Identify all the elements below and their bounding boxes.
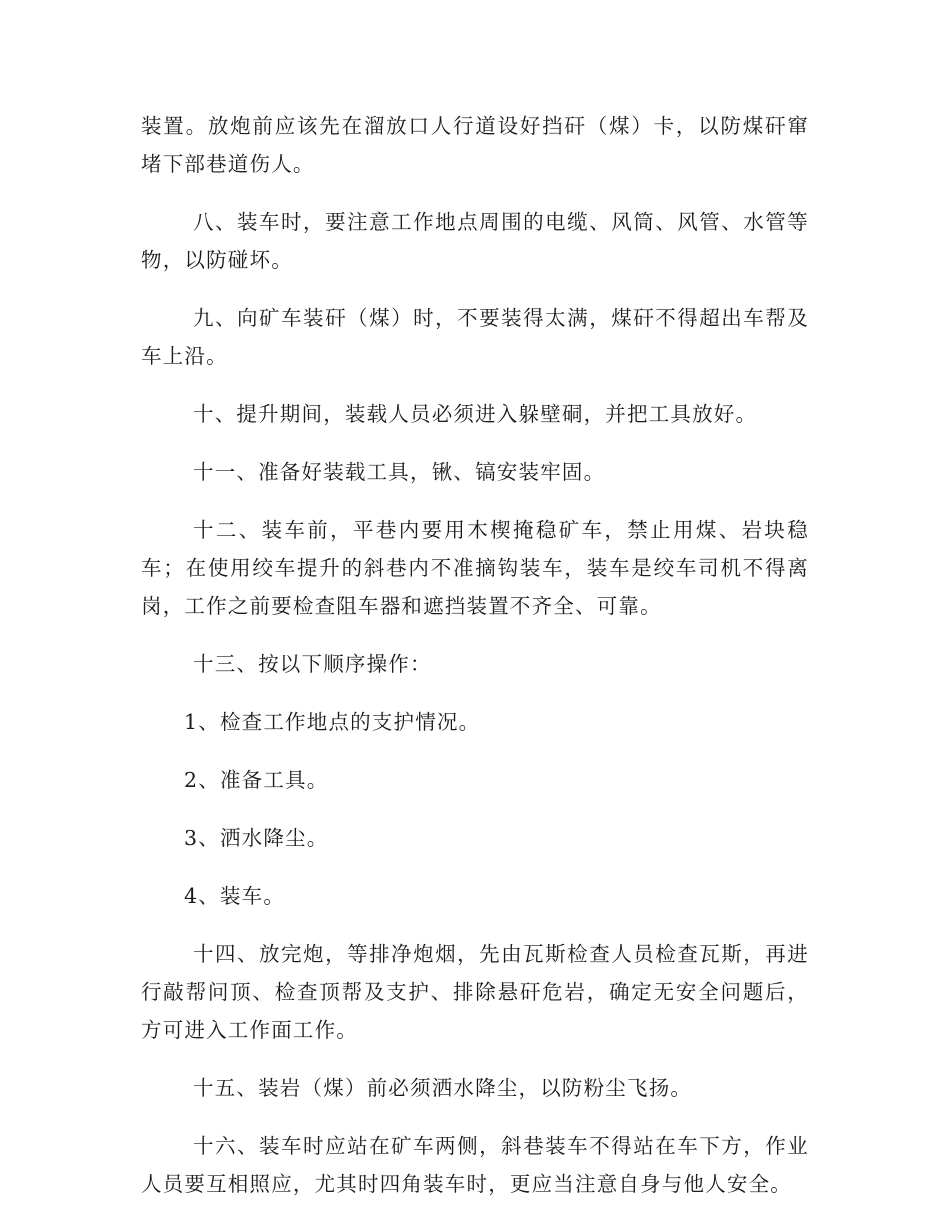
paragraph-item-13: 十三、按以下顺序操作： xyxy=(193,652,432,676)
paragraph-item-10: 十、提升期间，装载人员必须进入躲壁硐，并把工具放好。 xyxy=(193,402,758,426)
paragraph-item-9: 九、向矿车装矸（煤）时，不要装得太满，煤矸不得超出车帮及车上沿。 xyxy=(141,306,809,368)
step-item-4: 4、装车。 xyxy=(184,884,286,908)
step-item-3: 3、洒水降尘。 xyxy=(184,826,329,850)
paragraph-item-15: 十五、装岩（煤）前必须洒水降尘，以防粉尘飞扬。 xyxy=(193,1076,693,1100)
step-item-2: 2、准备工具。 xyxy=(184,768,329,792)
paragraph-item-8: 八、装车时，要注意工作地点周围的电缆、风筒、风管、水管等物，以防碰坏。 xyxy=(141,210,809,272)
step-item-1: 1、检查工作地点的支护情况。 xyxy=(184,710,481,734)
paragraph-item-11: 十一、准备好装载工具，锹、镐安装牢固。 xyxy=(193,460,606,484)
paragraph-item-14: 十四、放完炮，等排净炮烟，先由瓦斯检查人员检查瓦斯，再进行敲帮问顶、检查顶帮及支护、排除悬矸危岩，确定无安全问题后，方可进入工作面工作。 xyxy=(141,942,809,1042)
paragraph-item-16: 十六、装车时应站在矿车两侧，斜巷装车不得站在车下方，作业人员要互相照应，尤其时四角装车时，更应当注意自身与他人安全。 xyxy=(141,1134,809,1196)
paragraph-continuation: 装置。放炮前应该先在溜放口人行道设好挡矸（煤）卡，以防煤矸窜堵下部巷道伤人。 xyxy=(141,114,809,176)
paragraph-item-12: 十二、装车前，平巷内要用木楔掩稳矿车，禁止用煤、岩块稳车；在使用绞车提升的斜巷内不准摘钩装车，装车是绞车司机不得离岗，工作之前要检查阻车器和遮挡装置不齐全、可靠。 xyxy=(141,518,809,618)
